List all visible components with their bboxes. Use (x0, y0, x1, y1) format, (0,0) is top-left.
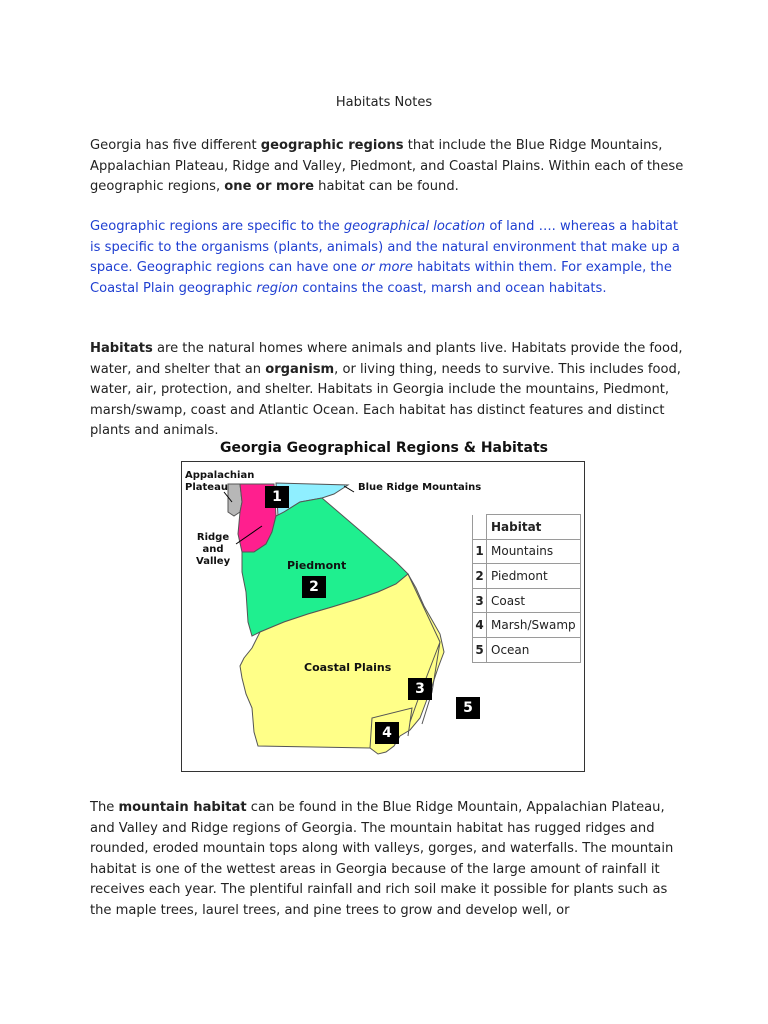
paragraph-habitats: Habitats are the natural homes where animals and plants live. Habitats provide the food, water, and shelter that an organism, or living thing, needs to survive. This includes food, water, air, protection, and shelter. Habitats in Georgia include the mountains, Piedmont, marsh/swamp, coast and Atlantic Ocean. Each habitat has distinct features and distinct plants and animals. (90, 341, 683, 439)
paragraph-mountain-habitat: The mountain habitat can be found in the Blue Ridge Mountain, Appalachian Plateau, and Valley and Ridge regions of Georgia. The mountain habitat has rugged ridges and rounded, eroded mountain tops along with valleys, gorges, and waterfalls. The mountain habitat is one of the wettest areas in Georgia because of the large amount of rainfall it receives each year. The plentiful rainfall and rich soil make it possible for plants such as the maple trees, laurel trees, and pine trees to grow and develop well, or (90, 800, 674, 918)
marker-3: 3 (408, 678, 432, 700)
label-blue-ridge: Blue Ridge Mountains (358, 482, 482, 493)
habitat-legend-table (472, 514, 581, 663)
legend-row: 3 Coast (473, 588, 581, 613)
legend-header-row (473, 515, 581, 540)
marker-2: 2 (302, 576, 326, 598)
label-coastal-plains: Coastal Plains (304, 661, 392, 674)
marker-4: 4 (375, 722, 399, 744)
paragraph-geographic-regions: Georgia has five different geographic regions that include the Blue Ridge Mountains, Appalachian Plateau, Ridge and Valley, Piedmont, and Coastal Plains. Within each of these geographic regions, one or more habitat can be found. (90, 138, 684, 195)
paragraph-region-vs-habitat: Geographic regions are specific to the geographical location of land …. whereas a habitat is specific to the organisms (plants, animals) and the natural environment that make up a space. Geographic regions can have one or more habitats within them. For example, the Coastal Plain geographic region contains the coast, marsh and ocean habitats. (90, 219, 680, 296)
legend-row: 4 Marsh/Swamp (473, 613, 581, 638)
legend-header: Habitat (487, 515, 581, 540)
marker-5: 5 (456, 697, 480, 719)
label-piedmont: Piedmont (287, 559, 347, 572)
label-ridge-and-valley: Ridge and Valley (196, 532, 231, 567)
legend-row: 1 Mountains (473, 539, 581, 564)
page-title: Habitats Notes (335, 95, 433, 110)
marker-1: 1 (265, 486, 289, 508)
label-appalachian-plateau: Appalachian Plateau (185, 470, 255, 493)
figure-title: Georgia Geographical Regions & Habitats (220, 440, 548, 456)
legend-row: 2 Piedmont (473, 564, 581, 589)
blue-ridge-pointer (344, 486, 354, 492)
legend-row: 5 Ocean (473, 637, 581, 662)
